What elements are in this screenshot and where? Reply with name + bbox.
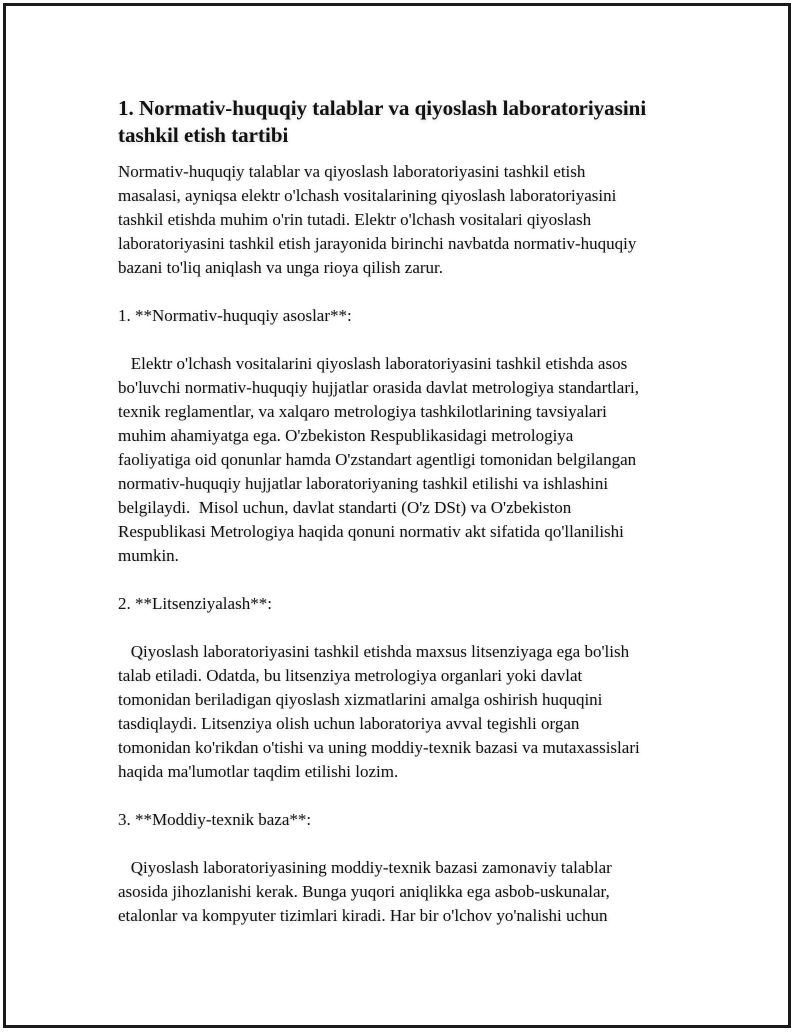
section-1-heading: 1. **Normativ-huquqiy asoslar**:	[118, 306, 352, 325]
document-body	[118, 95, 718, 928]
document-title: 1. Normativ-huquqiy talablar va qiyoslash laboratoriyasini tashkil etish tartibi	[118, 96, 647, 147]
section-1-body: Elektr o'lchash vositalarini qiyoslash laboratoriyasini tashkil etishda asos bo'luvchi normativ-huquqiy hujjatlar orasida davlat metrologiya standartlari, texnik reglamentlar, va xalqaro metrologiya tashkilotlarining tavsiyalari muhim ahamiyatga ega. O'zbekiston Respublikasidagi metrologiya faoliyatiga oid qonunlar hamda O'zstandart agentligi tomonidan belgilangan normativ-huquqiy hujjatlar laboratoriyaning tashkil etilishi va ishlashini belgilaydi. Misol uchun, davlat standarti (O'z DSt) va O'zbekiston Respublikasi Metrologiya haqida qonuni normativ akt sifatida qo'llanilishi mumkin.	[118, 354, 639, 565]
section-2-body: Qiyoslash laboratoriyasini tashkil etishda maxsus litsenziyaga ega bo'lish talab etiladi. Odatda, bu litsenziya metrologiya organlari yoki davlat tomonidan beriladigan qiyoslash xizmatlarini amalga oshirish huquqini tasdiqlaydi. Litsenziya olish uchun laboratoriya avval tegishli organ tomonidan ko'rikdan o'tishi va uning moddiy-texnik bazasi va mutaxassislari haqida ma'lumotlar taqdim etilishi lozim.	[118, 642, 640, 781]
section-2-heading: 2. **Litsenziyalash**:	[118, 594, 272, 613]
section-3-heading: 3. **Moddiy-texnik baza**:	[118, 810, 312, 829]
section-3-body: Qiyoslash laboratoriyasining moddiy-texnik bazasi zamonaviy talablar asosida jihozlanishi kerak. Bunga yuqori aniqlikka ega asbob-uskunalar, etalonlar va kompyuter tizimlari kiradi. Har bir o'lchov yo'nalishi uchun	[118, 858, 612, 925]
intro-paragraph: Normativ-huquqiy talablar va qiyoslash laboratoriyasini tashkil etish masalasi, ayniqsa elektr o'lchash vositalarining qiyoslash laboratoriyasini tashkil etishda muhim o'rin tutadi. Elektr o'lchash vositalari qiyoslash laboratoriyasini tashkil etish jarayonida birinchi navbatda normativ-huquqiy bazani to'liq aniqlash va unga rioya qilish zarur.	[118, 162, 637, 277]
